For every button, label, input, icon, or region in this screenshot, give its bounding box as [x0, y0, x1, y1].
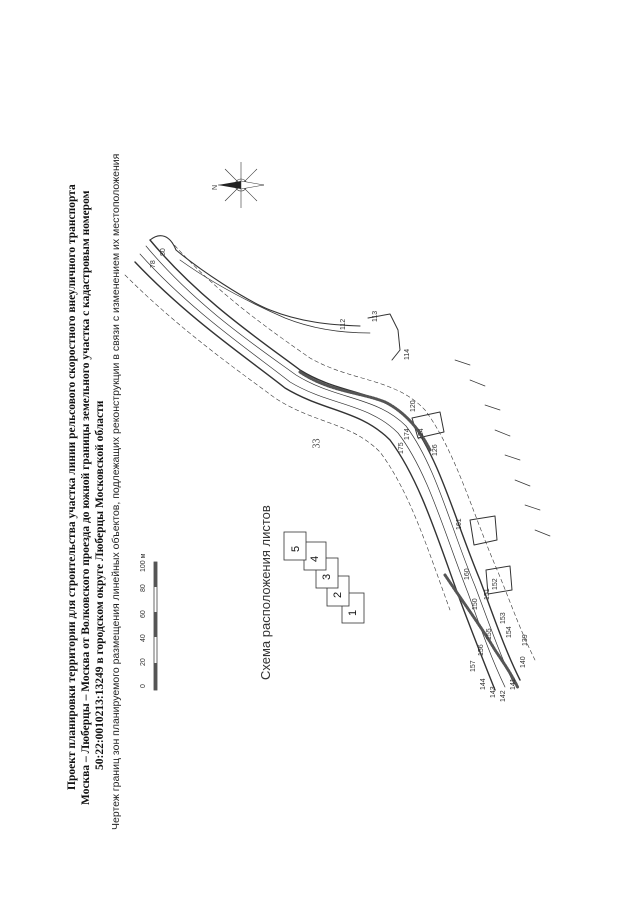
title-line-1: Проект планировки территории для строительства участка линии рельсового скоростного внеуличного транспорта: [66, 184, 78, 790]
point-label-78: 78: [150, 260, 157, 268]
scale-tick-60: 60: [140, 610, 147, 618]
point-label-157: 157: [470, 660, 477, 672]
point-label-153: 153: [500, 612, 507, 624]
parcel-outline-3: [470, 516, 497, 545]
point-label-142: 142: [500, 690, 507, 702]
sheet-2-label: 2: [332, 591, 344, 598]
scale-tick-40: 40: [140, 634, 147, 642]
scale-tick-100: 100 м: [140, 553, 147, 572]
point-label-143: 143: [490, 686, 497, 698]
point-label-139: 139: [522, 634, 529, 646]
point-label-160: 160: [464, 568, 471, 580]
point-label-152: 152: [492, 578, 499, 590]
sheet-scheme-title: Схема расположения листов: [258, 505, 273, 680]
parcel-outline-2: [412, 412, 444, 438]
scale-tick-20: 20: [140, 658, 147, 666]
point-label-144: 144: [480, 678, 487, 690]
point-label-161: 161: [456, 518, 463, 530]
title-line-3: 50:22:0010213:13249 в городском округе Люберцы Московской области: [94, 400, 106, 770]
point-label-80: 80: [160, 248, 167, 256]
point-label-150: 150: [472, 598, 479, 610]
title-line-2: Москва – Люберцы – Москва от Волковского проезда до южной границы земельного участка с кадастровым номером: [80, 190, 92, 805]
point-label-112: 112: [340, 318, 347, 330]
scale-bar-graphic: [140, 560, 166, 700]
sheet-4-label: 4: [309, 555, 321, 562]
point-label-154: 154: [506, 626, 513, 638]
scale-tick-0: 0: [140, 684, 147, 688]
point-label-140: 140: [520, 656, 527, 668]
point-label-155: 155: [486, 628, 493, 640]
sheet-3-label: 3: [321, 573, 333, 580]
north-label: N: [212, 184, 219, 190]
drawing-subtitle: Чертеж границ зон планируемого размещения линейных объектов, подлежащих реконструкции в связи с изменением их местоположения: [110, 153, 122, 830]
point-label-175: 175: [398, 442, 405, 454]
point-label-124: 124: [418, 428, 425, 440]
sheet-scheme: [280, 528, 380, 628]
scale-tick-80: 80: [140, 584, 147, 592]
point-label-151: 151: [484, 588, 491, 600]
page-number: 33: [311, 438, 323, 449]
upper-branch-line: [150, 236, 360, 326]
point-label-120: 120: [410, 400, 417, 412]
point-label-126: 126: [432, 444, 439, 456]
compass-rose-icon: [216, 160, 266, 210]
point-label-156: 156: [478, 644, 485, 656]
sheet-5-label: 5: [290, 545, 302, 552]
scale-bar: [140, 553, 166, 700]
north-arrow: [212, 160, 266, 210]
point-label-113: 113: [372, 310, 379, 322]
point-label-174: 174: [404, 428, 411, 440]
point-label-114: 114: [404, 348, 411, 360]
point-label-141: 141: [510, 678, 517, 690]
sheet-1-label: 1: [347, 609, 359, 616]
ditch-marks: [455, 360, 550, 536]
